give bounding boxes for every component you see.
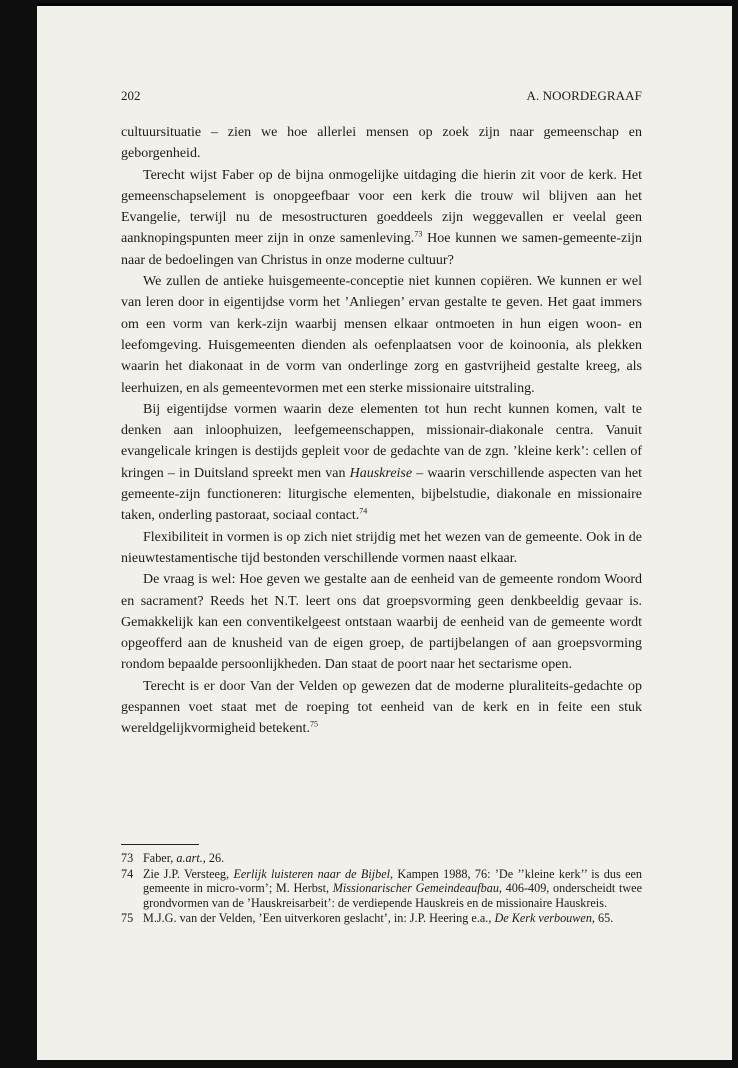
text-run: M.J.G. van der Velden, ’Een uitverkoren geslacht’, in: J.P. Heering e.a., xyxy=(143,911,495,926)
italic-text: Eerlijk luisteren naar de Bijbel xyxy=(233,866,390,881)
text-run: We zullen de antieke huisgemeente-conceptie niet kunnen copiëren. We kunnen er wel van leren door in eigentijdse vorm het ’Anliegen’ ervan gestalte te geven. Het gaat immers om een vorm van kerk-zijn waarbij mensen elkaar ontmoeten in hun eigen woon- en leefomgeving. Huisgemeenten dienden als oefenplaatsen voor de koinoonia, als plekken waarin het diakonaat in de vorm van onderlinge zorg en gastvrijheid gestalte kreeg, als leerhuizen, en als gemeentevormen met een sterke missionaire uitstraling. xyxy=(121,274,642,396)
text-run: Zie J.P. Versteeg, xyxy=(143,866,234,881)
paragraph xyxy=(121,676,642,740)
paragraph xyxy=(121,165,642,271)
text-run: Terecht is er door Van der Velden op gewezen dat de moderne pluraliteits-gedachte op gespannen voet staat met de roeping tot eenheid van de kerk en in feite een stuk wereldgelijkvormigheid betekent. xyxy=(121,678,642,737)
paragraph xyxy=(121,122,642,165)
body-text xyxy=(121,122,642,740)
text-run: , 65. xyxy=(591,911,614,926)
text-run: De vraag is wel: Hoe geven we gestalte aan de eenheid van de gemeente rondom Woord en sacrament? Reeds het N.T. leert ons dat groepsvorming geen denkbeeldig gevaar is. Gemakkelijk kan een conventikelgeest ontstaan waarbij de eenheid van de gemeente wordt opgeofferd aan de knusheid van de eigen groep, de partijbelangen of aan groepsvorming rondom bepaalde persoonlijkheden. Dan staat de poort naar het sectarisme open. xyxy=(121,572,642,673)
paragraph xyxy=(121,271,642,399)
paragraph xyxy=(121,399,642,527)
paragraph xyxy=(121,569,642,675)
running-header xyxy=(121,88,642,108)
footnotes xyxy=(121,851,642,927)
footnote-number: 73 xyxy=(121,851,134,865)
footnote-ref: 75 xyxy=(309,719,318,729)
footnote-number: 75 xyxy=(121,911,134,926)
running-head-author: A. NOORDEGRAAF xyxy=(526,88,642,103)
text-run: Bij eigentijdse vormen waarin deze elementen tot hun recht kunnen komen, valt te denken aan inloophuizen, leefgemeenschappen, missionair-diakonale centra. Vanuit evangelicale kringen is destijds gepleit voor de gedachte van de zgn. ’kleine kerk’: cellen of kringen – in Duitsland spreekt men van xyxy=(121,401,642,481)
text-run: , 406-409, onderscheidt twee grondvormen van de ’Hauskreisarbeit’: de verdiepende Hauskreis en de missionaire Hauskreis. xyxy=(143,881,643,910)
italic-text: a.art. xyxy=(176,851,203,865)
text-run: Flexibiliteit in vormen is op zich niet strijdig met het wezen van de gemeente. Ook in de nieuwtestamentische tijd bestonden verschillende vormen naast elkaar. xyxy=(121,529,642,566)
italic-text: Missionarischer Gemeindeaufbau xyxy=(332,881,499,896)
text-run: , 26. xyxy=(202,851,225,865)
footnote-ref: 73 xyxy=(414,229,423,239)
footnote xyxy=(121,867,642,911)
text-run: , Kampen 1988, 76: ’De ’’kleine kerk’’ is dus een gemeente in micro-vorm’; M. Herbst, xyxy=(143,866,642,896)
footnote xyxy=(121,911,642,926)
footnote-separator xyxy=(121,844,199,845)
italic-text: Hauskreise xyxy=(349,465,413,481)
paragraph xyxy=(121,527,642,570)
text-run: – waarin verschillende aspecten van het gemeente-zijn functioneren: liturgische elementen, bijbelstudie, diakonale en missionaire taken, onderling pastoraat, sociaal contact. xyxy=(121,465,642,524)
footnote-number: 74 xyxy=(121,866,134,881)
text-run: Hoe kunnen we samen-gemeente-zijn naar de bedoelingen van Christus in onze moderne cultuur? xyxy=(121,231,642,268)
text-run: cultuursituatie – zien we hoe allerlei mensen op zoek zijn naar gemeenschap en geborgenheid. xyxy=(121,125,642,162)
footnote-ref: 74 xyxy=(359,506,368,516)
page-number: 202 xyxy=(121,88,141,103)
text-run: Faber, xyxy=(143,851,177,865)
scan-bottom-edge xyxy=(37,1060,732,1068)
footnote xyxy=(121,851,642,866)
text-run: Terecht wijst Faber op de bijna onmogelijke uitdaging die hierin zit voor de kerk. Het gemeenschapselement is onopgeefbaar voor een kerk die trouw wil blijven aan het Evangelie, terwijl nu de mesostructuren goeddeels zijn weggevallen er veelal geen aanknopingspunten meer zijn in onze samenleving. xyxy=(121,167,642,247)
italic-text: De Kerk verbouwen xyxy=(494,911,592,926)
